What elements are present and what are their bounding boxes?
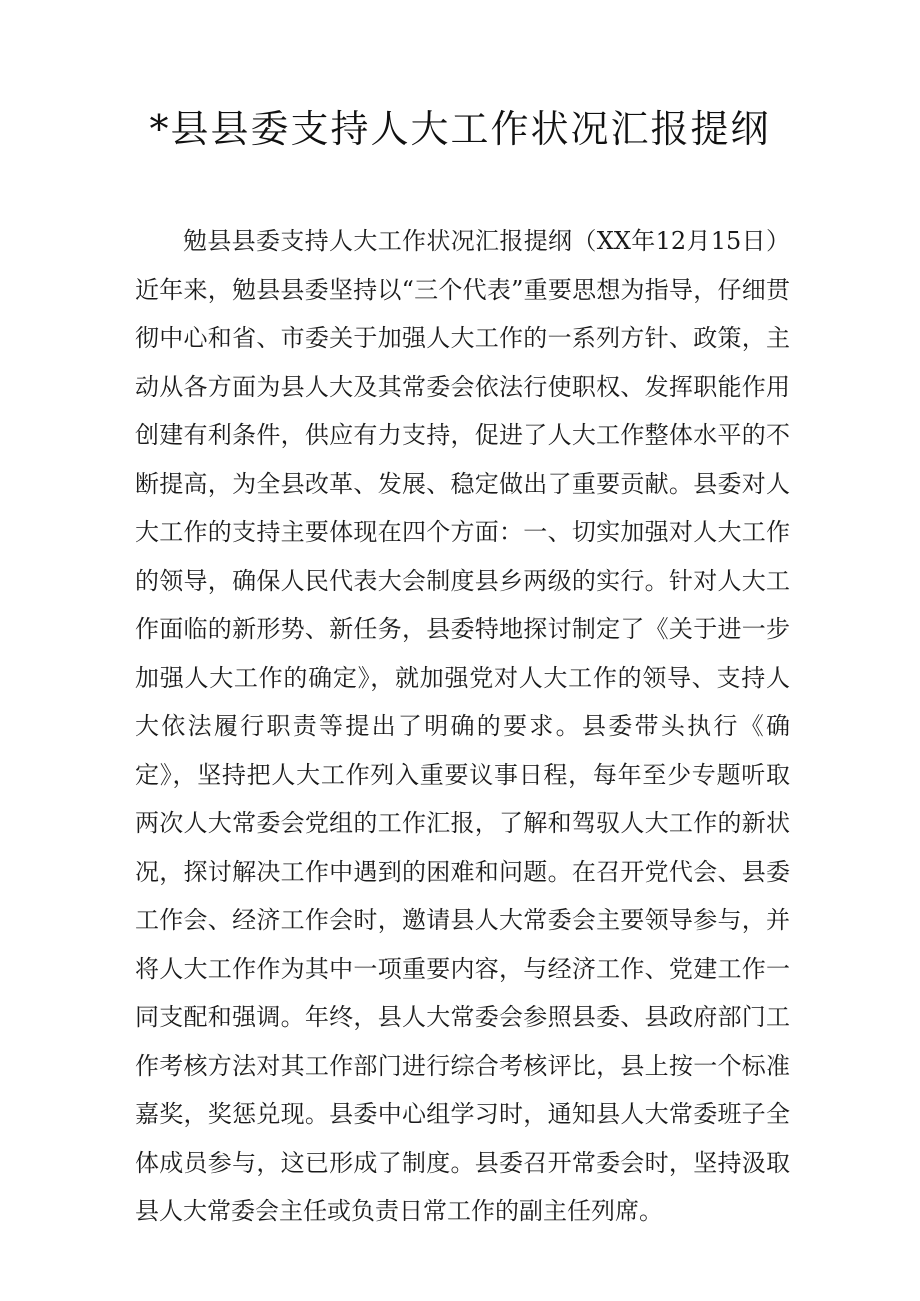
document-title: *县县委支持人大工作状况汇报提纲: [149, 107, 771, 151]
document-body-paragraph: 勉县县委支持人大工作状况汇报提纲（XX年12月15日）近年来，勉县县委坚持以“三个代表”重要思想为指导，仔细贯彻中心和省、市委关于加强人大工作的一系列方针、政策，主动从各方面为县人大及其常委会依法行使职权、发挥职能作用创建有利条件，供应有力支持，促进了人大工作整体水平的不断提高，为全县改革、发展、稳定做出了重要贡献。县委对人大工作的支持主要体现在四个方面：一、切实加强对人大工作的领导，确保人民代表大会制度县乡两级的实行。针对人大工作面临的新形势、新任务，县委特地探讨制定了《关于进一步加强人大工作的确定》，就加强党对人大工作的领导、支持人大依法履行职责等提出了明确的要求。县委带头执行《确定》，坚持把人大工作列入重要议事日程，每年至少专题听取两次人大常委会党组的工作汇报，了解和驾驭人大工作的新状况，探讨解决工作中遇到的困难和问题。在召开党代会、县委工作会、经济工作会时，邀请县人大常委会主要领导参与，并将人大工作作为其中一项重要内容，与经济工作、党建工作一同支配和强调。年终，县人大常委会参照县委、县政府部门工作考核方法对其工作部门进行综合考核评比，县上按一个标准嘉奖，奖惩兑现。县委中心组学习时，通知县人大常委班子全体成员参与，这已形成了制度。县委召开常委会时，坚持汲取县人大常委会主任或负责日常工作的副主任列席。: [135, 227, 790, 1225]
